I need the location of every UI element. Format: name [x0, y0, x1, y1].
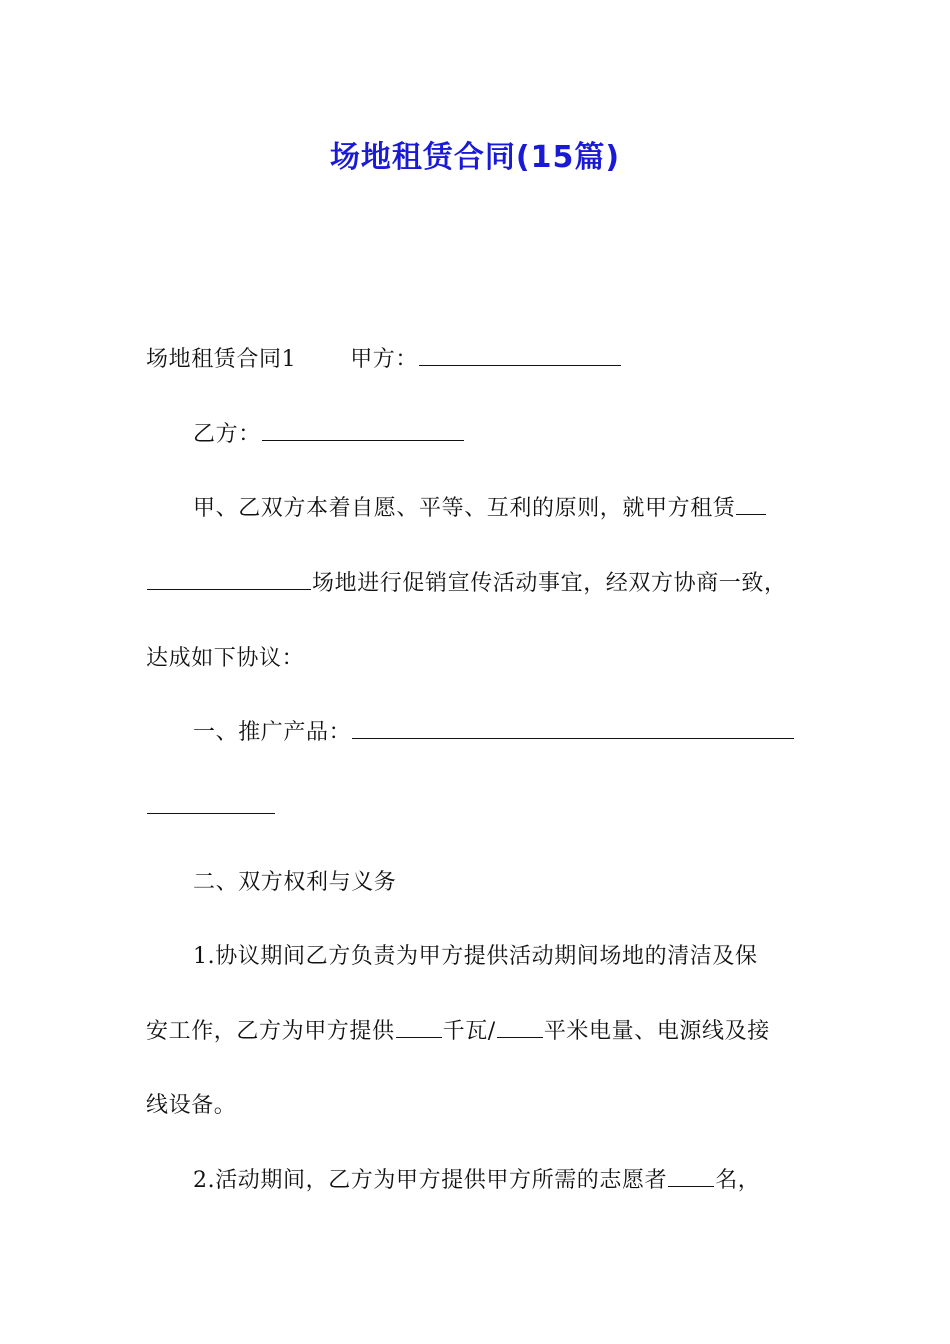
intro-line-2	[146, 569, 787, 599]
square-meter-blank	[497, 1017, 543, 1038]
intro-line-3	[146, 644, 304, 674]
item2-line-1	[193, 1166, 760, 1196]
section1-line	[193, 718, 795, 748]
product-blank-continuation	[147, 793, 275, 814]
section2-heading-line	[193, 868, 396, 898]
party-a-blank	[419, 345, 621, 366]
document-title: 场地租赁合同(15篇)	[329, 140, 621, 175]
intro-text-2: 场地进行促销宣传活动事宜，经双方协商一致，	[312, 571, 787, 596]
contract-heading-line	[146, 345, 622, 375]
item1-line-1	[193, 942, 758, 972]
intro-line-1	[193, 494, 767, 524]
party-b-blank	[262, 420, 464, 441]
party-b-label: 乙方：	[193, 422, 261, 447]
lease-place-blank-end	[147, 569, 311, 590]
section2-heading: 二、双方权利与义务	[193, 870, 397, 895]
item1-text-3: 线设备。	[146, 1093, 237, 1118]
lease-place-blank-start	[736, 494, 766, 515]
item2-text-1a: 2.活动期间，乙方为甲方提供甲方所需的志愿者	[193, 1168, 668, 1193]
party-b-line	[193, 420, 465, 450]
intro-text-1: 甲、乙双方本着自愿、平等、互利的原则，就甲方租赁	[193, 496, 736, 521]
volunteer-count-blank	[668, 1166, 714, 1187]
item1-line-3	[146, 1091, 236, 1121]
section1-label: 一、推广产品：	[193, 720, 352, 745]
item1-text-2b: 千瓦/	[442, 1019, 496, 1044]
section1-continuation	[146, 793, 276, 823]
contract-heading: 场地租赁合同1	[146, 347, 297, 372]
item1-line-2	[146, 1017, 770, 1047]
intro-text-3: 达成如下协议：	[146, 646, 305, 671]
item1-text-2a: 安工作，乙方为甲方提供	[146, 1019, 395, 1044]
product-blank	[352, 718, 794, 739]
item1-text-1: 1.协议期间乙方负责为甲方提供活动期间场地的清洁及保	[193, 944, 758, 969]
party-a-label: 甲方：	[350, 347, 419, 372]
kilowatt-blank	[396, 1017, 442, 1038]
item2-text-1b: 名，	[715, 1168, 761, 1193]
item1-text-2c: 平米电量、电源线及接	[543, 1019, 770, 1044]
